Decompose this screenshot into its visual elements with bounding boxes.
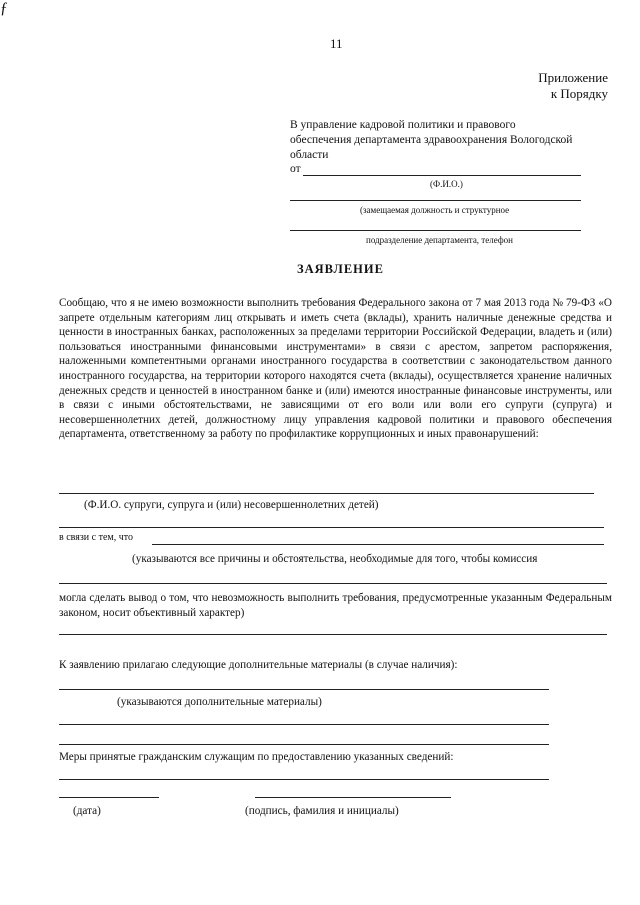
reason-line xyxy=(152,544,604,545)
position-caption: (замещаемая должность и структурное xyxy=(360,205,510,215)
attachments-line-2 xyxy=(59,724,549,725)
spouse-caption: (Ф.И.О. супруги, супруга и (или) несовершеннолетних детей) xyxy=(84,499,379,511)
appendix-line-1: Приложение xyxy=(538,70,608,85)
reason-line-2 xyxy=(59,583,607,584)
signature-line xyxy=(255,797,451,798)
fio-caption: (Ф.И.О.) xyxy=(430,179,463,189)
position-line xyxy=(290,200,581,201)
appendix-line-2: к Порядку xyxy=(550,86,608,101)
signature-caption: (подпись, фамилия и инициалы) xyxy=(245,805,399,817)
date-caption: (дата) xyxy=(73,805,101,817)
division-line xyxy=(290,230,581,231)
reason-line-3 xyxy=(59,634,607,635)
from-label: от xyxy=(290,163,301,175)
page-number: 11 xyxy=(330,36,343,51)
attachments-caption: (указываются дополнительные материалы) xyxy=(117,696,322,708)
attachments-line-1 xyxy=(59,689,549,690)
from-line xyxy=(303,175,581,176)
reason-label: в связи с тем, что xyxy=(59,532,133,543)
statement-body: Сообщаю, что я не имею возможности выполнить требования Федерального закона от 7 мая 2013 года № 79-ФЗ «О запрете отдельным категориям лиц открывать и иметь счета (вклады), хранить наличные денежные средства и ценности в иностранных банках, расположенных за пределами территории Российской Федерации, владеть и (или) пользоваться иностранными финансовыми инструментами» в связи с арестом, запретом распоряжения, наложенными компетентными органами иностранного государства в соответствии с законодательством данного иностранного государства, на территории которого находятся счета (вклады), осуществляется хранение наличных денежных средств и ценностей в иностранном банке и (или) имеются иностранные финансовые инструменты, или в связи с иными обстоятельствами, не зависящими от его воли или воли его супруги (супруга) и несовершеннолетних детей, должностному лицу управления кадровой политики и правового обеспечения департамента, ответственному за работу по профилактике коррупционных и иных правонарушений: xyxy=(59,297,612,441)
recipient-line-1: В управление кадровой политики и правового xyxy=(290,119,516,131)
reason-continued: могла сделать вывод о том, что невозможность выполнить требования, предусмотренные указанным Федеральным законом, носит объективный характер) xyxy=(59,592,612,619)
date-line xyxy=(59,797,159,798)
reason-caption: (указываются все причины и обстоятельства, необходимые для того, чтобы комиссия xyxy=(132,553,538,565)
measures-label: Меры принятые гражданским служащим по предоставлению указанных сведений: xyxy=(59,751,454,763)
division-caption: подразделение департамента, телефон xyxy=(366,235,513,245)
recipient-line-2: обеспечения департамента здравоохранения Вологодской xyxy=(290,134,573,146)
document-title: ЗАЯВЛЕНИЕ xyxy=(297,262,384,276)
corner-mark: ƒ xyxy=(0,0,8,17)
spouse-line xyxy=(59,493,594,494)
recipient-line-3: области xyxy=(290,149,329,161)
blank-line-1 xyxy=(59,527,604,528)
measures-line xyxy=(59,779,549,780)
attachments-line-3 xyxy=(59,744,549,745)
attachments-label: К заявлению прилагаю следующие дополнительные материалы (в случае наличия): xyxy=(59,659,458,671)
